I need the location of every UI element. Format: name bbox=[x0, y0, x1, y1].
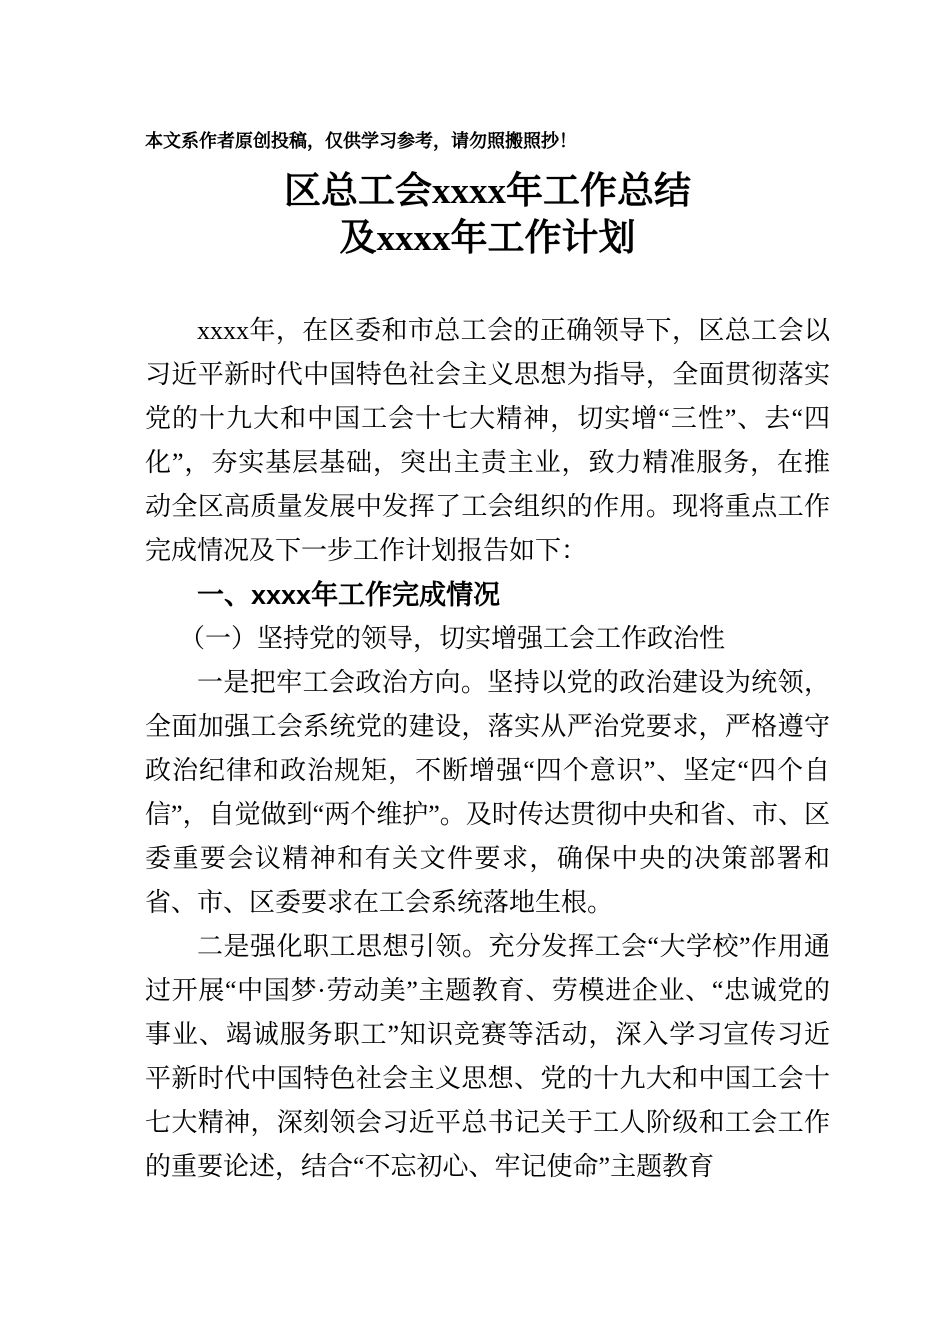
subsection-heading-party-leadership: （一）坚持党的领导，切实增强工会工作政治性 bbox=[179, 624, 726, 653]
section-heading-work-completion: 一、xxxx年工作完成情况 bbox=[197, 580, 501, 610]
paragraph-ideological-guidance: 二是强化职工思想引领。充分发挥工会“大学校”作用通过开展“中国梦·劳动美”主题教育、劳模进企业、“忠诚党的事业、竭诚服务职工”知识竞赛等活动，深入学习宣传习近平新时代中国特色社会主义思想、党的十九大和中国工会十七大精神，深刻领会习近平总书记关于工人阶级和工会工作的重要论述，结合“不忘初心、牢记使命”主题教育 bbox=[145, 932, 830, 1181]
intro-paragraph: xxxx年，在区委和市总工会的正确领导下，区总工会以习近平新时代中国特色社会主义思想为指导，全面贯彻落实党的十九大和中国工会十七大精神，切实增“三性”、去“四化”，夯实基层基础，突出主责主业，致力精准服务，在推动全区高质量发展中发挥了工会组织的作用。现将重点工作完成情况及下一步工作计划报告如下： bbox=[145, 316, 830, 565]
title-line-2: 及xxxx年工作计划 bbox=[339, 218, 636, 259]
document-title bbox=[145, 168, 830, 262]
paragraph-political-direction: 一是把牢工会政治方向。坚持以党的政治建设为统领，全面加强工会系统党的建设，落实从严治党要求，严格遵守政治纪律和政治规矩，不断增强“四个意识”、坚定“四个自信”，自觉做到“两个维护”。及时传达贯彻中央和省、市、区委重要会议精神和有关文件要求，确保中央的决策部署和省、市、区委要求在工会系统落地生根。 bbox=[145, 668, 830, 917]
original-submission-notice: 本文系作者原创投稿，仅供学习参考，请勿照搬照抄！ bbox=[145, 131, 577, 151]
title-line-1: 区总工会xxxx年工作总结 bbox=[284, 171, 691, 212]
